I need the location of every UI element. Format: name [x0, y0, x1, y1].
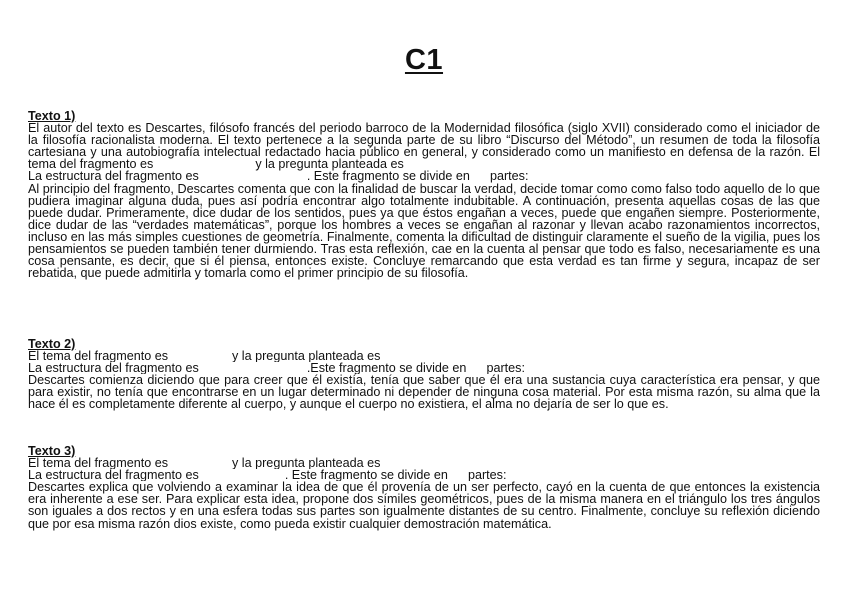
divide-label: . Este fragmento se divide en — [306, 170, 470, 183]
tema-label: El tema del fragmento es — [28, 350, 169, 363]
section-body: Descartes comienza diciendo que para creer que él existía, tenía que saber que él era una sustancia cuya característica era pensar, y que para existir, no tenía que encontrarse en un lugar determinado ni depender de ninguna cosa material. Por esta misma razón, su alma que la hace él es completamente diferente al cuerpo, y aunque el cuerpo no existiera, el alma no dejaría de ser lo que es. — [28, 373, 820, 412]
partes-label: partes: — [486, 362, 525, 375]
estructura-label: La estructura del fragmento es — [28, 362, 199, 375]
section-heading: Texto 1) — [28, 109, 76, 123]
section-texto-3 — [28, 445, 820, 530]
intro-text: El autor del texto es Descartes, filósofo francés del periodo barroco de la Modernidad filosófica (siglo XVII) considerado como el iniciador de la filosofía racionalista moderna. El texto pertenece a la segunda parte de su libro “Discurso del Método”, un resumen de toda la filosofía cartesiana y una autobiografía intelectual redactado hacia público en general, y considerado como un manifiesto en defensa de la razón. — [28, 121, 820, 160]
section-heading: Texto 2) — [28, 337, 76, 351]
divide-label: .Este fragmento se divide en — [306, 362, 467, 375]
pregunta-label: y la pregunta planteada es — [255, 157, 404, 172]
section-body: Descartes explica que volviendo a examinar la idea de que él provenía de un ser perfecto, cayó en la cuenta de que entonces la existencia era inherente a ese ser. Para explicar esta idea, propone dos símiles geométricos, pues de la misma manera en el triángulo los tres ángulos son iguales a dos rectos y en una esfera todas sus partes son igualmente distantes de su centro. Finalmente, concluye su reflexión diciendo que por esa misma razón dios existe, como pueda existir cualquier demostración matemática. — [28, 480, 820, 531]
section-body: Al principio del fragmento, Descartes comenta que con la finalidad de buscar la verdad, decide tomar como como falso todo aquello de lo que pudiera imaginar alguna duda, pues así podría encontrar algo totalmente indubitable. A continuación, presenta aquellas cosas de las que puede dudar. Primeramente, dice dudar de los sentidos, pues ya que éstos engañan a veces, puede que engañen siempre. Posteriormente, dice dudar de las “verdades matemáticas”, porque los hombres a veces se engañan al razonar y llevan acabo razonamientos incorrectos, incluso en las más simples cuestiones de geometría. Finalmente, comenta la dificultad de distinguir claramente el sueño de la vigilia, pues los pensamientos se pueden también tener durmiendo. Tras esta reflexión, cae en la cuenta al pensar que todo es falso, necesariamente es una cosa pensante, es decir, que si él piensa, entonces existe. Concluye remarcando que esta verdad es tan firme y segura, incapaz de ser rebatida, que puede admitirla y tomarla como el primer principio de su filosofía. — [28, 181, 820, 281]
page-title: C1 — [404, 44, 444, 76]
section-paragraph — [28, 122, 820, 170]
estructura-line — [28, 170, 820, 182]
tema-label: El tema del fragmento es — [28, 145, 821, 172]
estructura-label: La estructura del fragmento es — [28, 170, 199, 183]
estructura-label: La estructura del fragmento es — [28, 469, 199, 482]
pregunta-label: y la pregunta planteada es — [232, 457, 381, 470]
tema-line — [28, 350, 820, 362]
partes-label: partes: — [467, 469, 507, 482]
tema-line — [28, 457, 820, 469]
section-texto-1 — [28, 110, 820, 279]
section-heading: Texto 3) — [28, 444, 76, 458]
partes-label: partes: — [489, 170, 529, 183]
divide-label: . Este fragmento se divide en — [284, 469, 448, 482]
pregunta-label: y la pregunta planteada es — [232, 350, 381, 363]
tema-label: El tema del fragmento es — [28, 457, 169, 470]
section-texto-2 — [28, 338, 820, 411]
